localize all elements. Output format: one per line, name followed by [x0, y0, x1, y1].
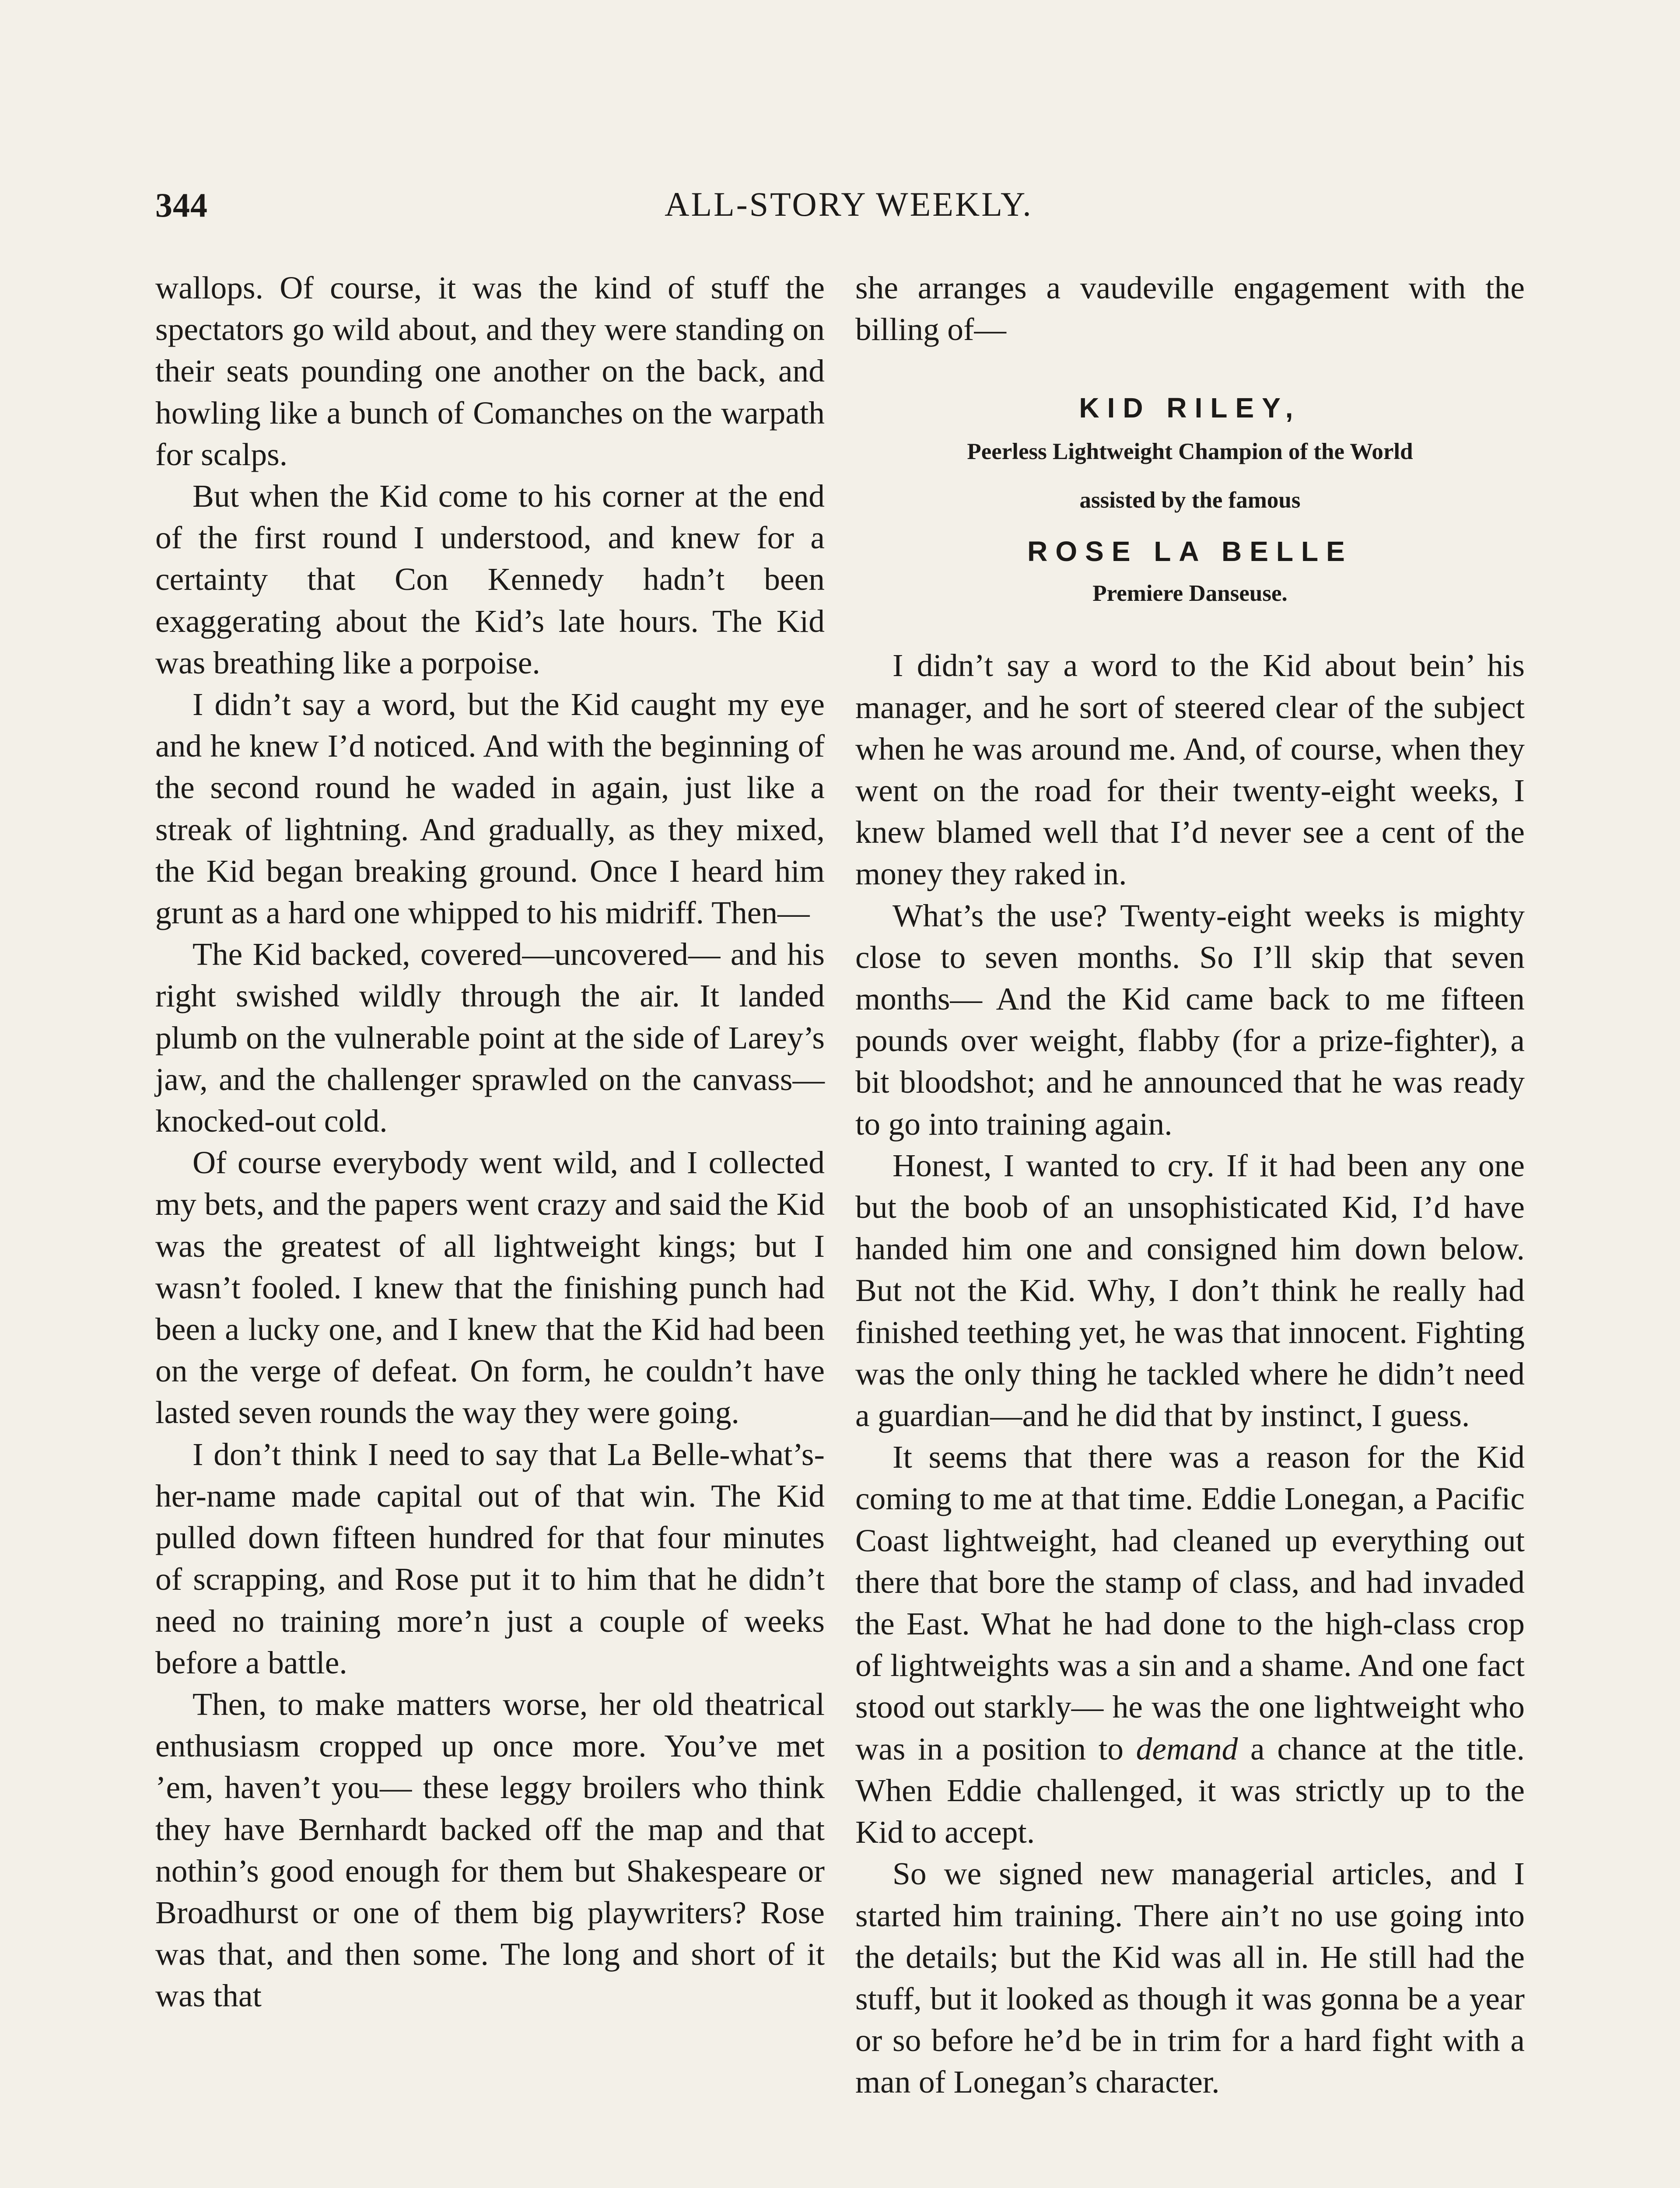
paragraph: So we signed new managerial articles, and I started him training. There ain’t no use going into the details; but the Kid was all in. He still had the stuff, but it looked as though it was gonna be a year or so before he’d be in trim for a hard fight with a man of Lonegan’s character. — [855, 1856, 1525, 2100]
paragraph: I didn’t say a word to the Kid about bein’ his manager, and he sort of steered clear of the subject when he was around me. And, of course, when they went on the road for their twenty-eight weeks, I knew blamed well that I’d never see a cent of the money they raked in. — [855, 648, 1525, 892]
paragraph: Honest, I wanted to cry. If it had been any one but the boob of an unsophisticated Kid, I’d have handed him one and consigned him down below. But not the Kid. Why, I don’t think he really had finished teething yet, he was that innocent. Fighting was the only thing he tackled where he didn’t need a guardian—and he did that by instinct, I guess. — [855, 1147, 1525, 1434]
paragraph: The Kid backed, covered—uncovered— and his right swished wildly through the air. It landed plumb on the vulnerable point at the side of Larey’s jaw, and the challenger sprawled on the canvass— knocked-out cold. — [155, 936, 825, 1139]
paragraph: I didn’t say a word, but the Kid caught my eye and he knew I’d noticed. And with the beginning of the second round he waded in again, just like a streak of lightning. And gradually, as they mixed, the Kid began breaking ground. Once I heard him grunt as a hard one whipped to his midriff. Then— — [155, 687, 825, 931]
paragraph: Then, to make matters worse, her old theatrical enthusiasm cropped up once more. You’ve met ’em, haven’t you— these leggy broilers who think they have Bernhardt backed off the map and that nothin’s good enough for them but Shakespeare or Broadhurst or one of them big playwriters? Rose was that, and then some. The long and short of it was that — [155, 1686, 825, 2014]
paragraph-text: It seems that there was a reason for the Kid coming to me at that time. Eddie Lonegan, a Pacific Coast lightweight, had cleaned up everything out there that bore the stamp of class, and had invaded the East. What he had done to the high-class crop of lightweights was a sin and a shame. And one fact stood out starkly— he was the one lightweight who was in a position to — [855, 1439, 1525, 1767]
emphasis-text: demand — [1136, 1731, 1238, 1767]
paragraph — [855, 1436, 1525, 1853]
paragraph: What’s the use? Twenty-eight weeks is mighty close to seven months. So I’ll skip that seven months— And the Kid came back to me fifteen pounds over weight, flabby (for a prize-fighter), a bit bloodshot; and he announced that he was ready to go into training again. — [855, 898, 1525, 1142]
billing-title: Peerless Lightweight Champion of the World — [967, 439, 1413, 465]
page-number: 344 — [155, 186, 208, 224]
paragraph: I don’t think I need to say that La Belle-what’s-her-name made capital out of that win. The Kid pulled down fifteen hundred for that four minutes of scrapping, and Rose put it to him that he didn’t need no training more’n just a couple of weeks before a battle. — [155, 1436, 825, 1680]
billing-costar-title: Premiere Danseuse. — [1092, 581, 1288, 607]
right-column — [855, 267, 1525, 2103]
paragraph: But when the Kid come to his corner at the end of the first round I understood, and knew for a certainty that Con Kennedy hadn’t been exaggerating about the Kid’s late hours. The Kid was breathing like a porpoise. — [155, 478, 825, 680]
paragraph: she arranges a vaudeville engagement with the billing of— — [855, 270, 1525, 347]
billing-headliner: KID RILEY, — [1079, 392, 1301, 424]
paragraph-text: a chance at the title. When Eddie challenged, it was strictly up to the Kid to accept. — [855, 1731, 1525, 1850]
billing-assisted: assisted by the famous — [1079, 487, 1301, 513]
paragraph: Of course everybody went wild, and I collected my bets, and the papers went crazy and said the Kid was the greatest of all lightweight kings; but I wasn’t fooled. I knew that the finishing punch had been a lucky one, and I knew that the Kid had been on the verge of defeat. On form, he couldn’t have lasted seven rounds the way they were going. — [155, 1145, 825, 1431]
vaudeville-billing — [855, 394, 1525, 605]
paragraph: wallops. Of course, it was the kind of stuff the spectators go wild about, and they were standing on their seats pounding one another on the back, and howling like a bunch of Comanches on the warpath for scalps. — [155, 270, 825, 472]
billing-costar: ROSE LA BELLE — [1027, 536, 1353, 568]
left-column — [155, 267, 825, 2017]
running-head: ALL-STORY WEEKLY. — [665, 185, 1033, 223]
